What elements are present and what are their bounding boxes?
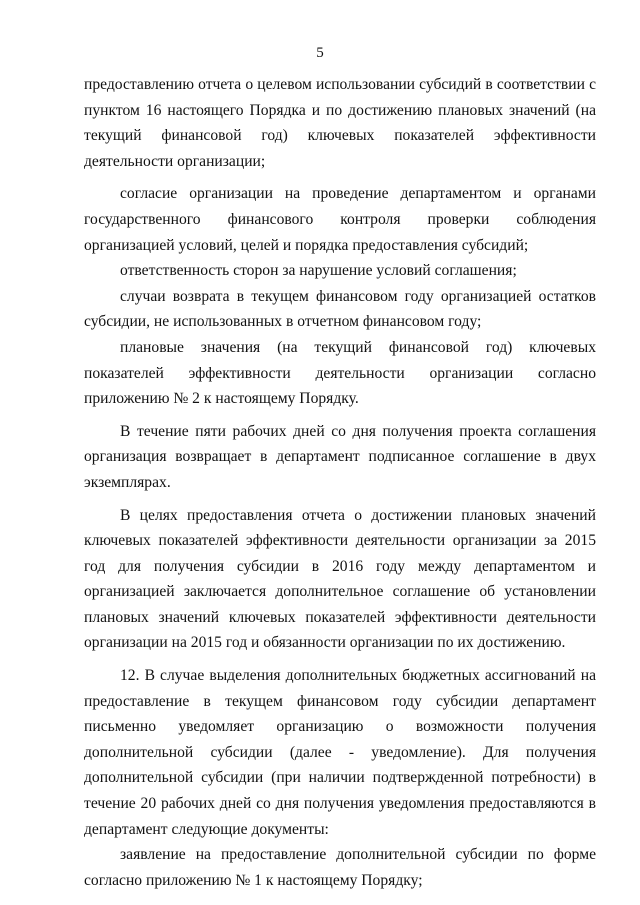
page-number: 5 — [316, 45, 324, 61]
paragraph-responsibility: ответственность сторон за нарушение условий соглашения; — [120, 262, 517, 280]
document-body — [84, 72, 596, 893]
paragraph-report-2015: В целях предоставления отчета о достижении плановых значений ключевых показателей эффективности деятельности организации за 2015 год для получения субсидии в 2016 году между департаментом и организацией заключается дополнительное соглашение об установлении плановых значений ключевых показателей эффективности деятельности организации на 2015 год и обязанности организации по их достижению. — [84, 506, 596, 652]
paragraph-section-12: 12. В случае выделения дополнительных бюджетных ассигнований на предоставление в текущем финансовом году субсидии департамент письменно уведомляет организацию о возможности получения дополнительной субсидии (далее - уведомление). Для получения дополнительной субсидии (при наличии подтвержденной потребности) в течение 20 рабочих дней со дня получения уведомления предоставляются в департамент следующие документы: — [84, 667, 596, 838]
paragraph-planned-values: плановые значения (на текущий финансовой год) ключевых показателей эффективности деятельности организации согласно приложению № 2 к настоящему Порядку. — [84, 338, 596, 408]
paragraph-five-days: В течение пяти рабочих дней со дня получения проекта соглашения организация возвращает в департамент подписанное соглашение в двух экземплярах. — [84, 422, 596, 491]
paragraph-application: заявление на предоставление дополнительной субсидии по форме согласно приложению № 1 к настоящему Порядку; — [84, 846, 596, 889]
paragraph-report-continuation: предоставлению отчета о целевом использовании субсидий в соответствии с пунктом 16 настоящего Порядка и по достижению плановых значений (на текущий финансовой год) ключевых показателей эффективности деятельности организации; — [84, 76, 596, 170]
paragraph-consent-inspection: согласие организации на проведение департаментом и органами государственного финансового контроля проверки соблюдения организацией условий, целей и порядка предоставления субсидий; — [84, 185, 596, 254]
paragraph-return-cases: случаи возврата в текущем финансовом году организацией остатков субсидии, не использованных в отчетном финансовом году; — [84, 287, 596, 331]
